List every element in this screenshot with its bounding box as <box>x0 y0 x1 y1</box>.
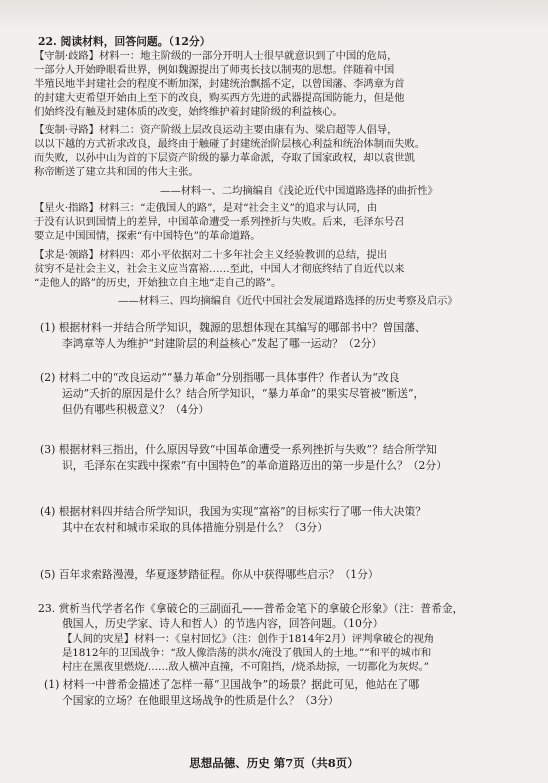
q22-m1-l3: 半殖民地半封建社会的程度不断加深，封建统治飘摇不定，以曾国藩、李鸿章为首 <box>34 78 405 90</box>
q22-m4-l2: 贫穷不是社会主义，社会主义应当富裕……至此，中国人才彻底终结了自近代以来 <box>34 263 405 275</box>
q23-m1-l3: 村庄在黑夜里燃烧/……敌人横冲直撞，不可阻挡，/烧杀劫掠，一切都化为灰烬。” <box>62 661 429 673</box>
q22-source-2: ——材料三、四均摘编自《近代中国社会发展道路选择的历史考察及启示》 <box>118 295 458 307</box>
q22-m3-l3: 要立足中国国情，探索“有中国特色”的革命道路。 <box>34 230 261 242</box>
q22-m1-l4: 的封建大吏希望开始由上至下的改良，购买西方先进的武器提高国防能力，但是他 <box>34 92 405 104</box>
q22-sub3-l2: 识，毛泽东在实践中探索“有中国特色”的革命道路迈出的第一步是什么？（2分） <box>62 459 447 472</box>
q22-m4-l3: “走他人的路”的历史，开始独立自主地“走自己的路”。 <box>34 277 282 289</box>
q22-title: 22. 阅读材料，回答问题。（12分） <box>38 35 211 48</box>
q22-sub3-l1: (3) 根据材料三指出，什么原因导致“中国革命遭受一系列挫折与失败”？结合所学知 <box>40 443 437 456</box>
scan-shadow <box>0 0 548 30</box>
q22-m4-l1: 【求是·领路】材料四：邓小平依据对二十多年社会主义经验教训的总结，提出 <box>34 249 388 261</box>
q22-m1-l1: 【守制·歧路】材料一：地主阶级的一部分开明人士很早就意识到了中国的危局， <box>34 50 398 62</box>
q22-sub4-l1: (4) 根据材料四并结合所学知识，我国为实现“富裕”的目标实行了哪一伟大决策？ <box>40 505 427 518</box>
q22-m2-l3: 而失败，以孙中山为首的下层资产阶级的暴力革命派，夺取了国家政权，却以袁世凯 <box>34 152 415 164</box>
q22-m1-l5: 们始终没有触及封建体质的改变，始终维护着封建阶级的利益核心。 <box>34 106 343 118</box>
q23-sub1-l2: 个国家的立场？在他眼里这场战争的性质是什么？（3分） <box>62 694 339 707</box>
q23-m1-l2: 是1812年的卫国战争：“敌人像浩荡的洪水/淹没了俄国人的土地。”“和平的城市和 <box>62 647 432 659</box>
q23-m1-l1: 【人间的灾星】材料一：《皇村回忆》（注：创作于1814年2月）评判拿破仑的视角 <box>62 633 435 645</box>
q22-m3-l2: 于没有认识到国情上的差异，中国革命遭受一系列挫折与失败。后来，毛泽东号召 <box>34 216 405 228</box>
page-footer: 思想品德、历史 第7页（共8页） <box>189 756 359 770</box>
q23-sub1-l1: (1) 材料一中普希金描述了怎样一幕“卫国战争”的场景？据此可见，他站在了哪 <box>44 678 420 691</box>
q22-m2-l4: 称帝断送了建立共和国的伟大主张。 <box>34 166 199 178</box>
q22-sub2-l2: 运动”夭折的原因是什么？结合所学知识，“暴力革命”的果实尽管被“断送”， <box>62 387 425 400</box>
q22-sub1-l2: 李鸿章等人为维护“封建阶层的利益核心”发起了哪一运动？（2分） <box>62 337 383 350</box>
q22-m1-l2: 一部分人开始睁眼看世界，例如魏源提出了师夷长技以制夷的思想。伴随着中国 <box>34 64 395 76</box>
q22-sub5: (5) 百年求索路漫漫，华夏逐梦踏征程。你从中获得哪些启示？（1分） <box>40 568 379 581</box>
q22-sub4-l2: 其中在农村和城市采取的具体措施分别是什么？（3分） <box>62 521 328 534</box>
q22-sub2-l3: 但仍有哪些积极意义？（4分） <box>62 403 210 416</box>
q22-source-1: ——材料一、二均摘编自《浅论近代中国道路选择的曲折性》 <box>160 185 438 197</box>
q23-intro-l1: 23. 赏析当代学者名作《拿破仑的三副面孔——普希金笔下的拿破仑形象》（注：普希金， <box>38 602 464 615</box>
q23-intro-l2: 俄国人，历史学家、诗人和哲人）的节选内容，回答问题。（10分） <box>62 617 384 630</box>
q22-m2-l2: 以以下越的方式祈求改良，最终由于触碰了封建统治阶层核心利益和统治体制而失败。 <box>34 138 426 150</box>
q22-m3-l1: 【星火·指路】材料三：“走俄国人的路”，是对“社会主义”的追求与认同，由 <box>34 202 378 214</box>
q22-sub2-l1: (2) 材料二中的“改良运动”“暴力革命”分别指哪一具体事件？作者认为“改良 <box>40 371 400 384</box>
q22-sub1-l1: (1) 根据材料一并结合所学知识，魏源的思想体现在其编写的哪部书中？曾国藩、 <box>40 321 426 334</box>
q22-m2-l1: 【变制·寻路】材料二：资产阶级上层改良运动主要由康有为、梁启超等人倡导， <box>34 124 398 136</box>
